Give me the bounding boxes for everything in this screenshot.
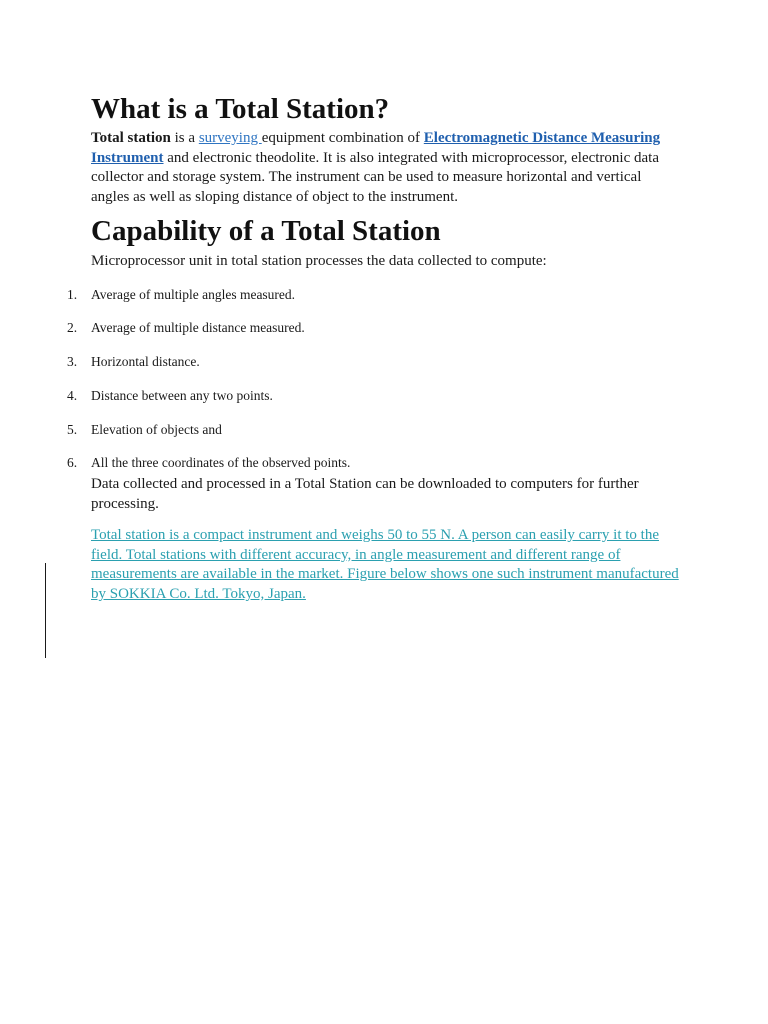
list-item-text: Average of multiple distance measured. [91, 320, 305, 336]
heading-capability: Capability of a Total Station [91, 215, 441, 247]
list-item-number: 2. [67, 320, 78, 336]
list-item-text: Average of multiple angles measured. [91, 286, 296, 302]
list-item-text: Elevation of objects and [91, 421, 222, 437]
list-item-number: 4. [67, 387, 78, 403]
list-item [67, 387, 681, 405]
list-item [67, 319, 681, 337]
highlighted-paragraph[interactable] [91, 526, 681, 604]
heading-what-is-total-station: What is a Total Station? [91, 93, 390, 125]
list-item [67, 286, 681, 304]
capability-intro: Microprocessor unit in total station processes the data collected to compute: [91, 253, 547, 269]
list-item-number: 5. [67, 421, 78, 437]
list-item-text: Horizontal distance. [91, 354, 200, 370]
highlighted-paragraph-text[interactable]: Total station is a compact instrument and weighs 50 to 55 N. A person can easily carry it to the field. Total stations with different accuracy, in angle measurement and different range of measurements are available in the market. Figure below shows one such instrument manufactured by SOKKIA Co. Ltd. Tokyo, Japan. [91, 527, 679, 602]
list-item-number: 1. [67, 286, 78, 302]
term-total-station: Total station [91, 130, 171, 146]
definition-text-1: is a [170, 130, 199, 146]
edm-link[interactable]: Electromagnetic Distance Measuring Instrument [91, 130, 661, 166]
list-item [67, 454, 681, 472]
list-item-number: 3. [67, 354, 78, 370]
surveying-link[interactable]: surveying [198, 130, 262, 146]
list-item-number: 6. [67, 455, 78, 471]
capability-list [67, 286, 681, 473]
definition-text-3: and electronic theodolite. It is also integrated with microprocessor, electronic data collector and storage system. The instrument can be used to measure horizontal and vertical angles as well as sloping distance of object to the instrument. [91, 149, 659, 205]
list-item [67, 421, 681, 439]
definition-paragraph [91, 129, 681, 207]
list-item-text: All the three coordinates of the observed points. [91, 455, 351, 471]
download-paragraph: Data collected and processed in a Total Station can be downloaded to computers for further processing. [91, 476, 639, 512]
list-item [67, 353, 681, 371]
document-body [67, 92, 681, 604]
definition-text-2: equipment combination of [261, 130, 424, 146]
revision-bar [45, 563, 46, 658]
list-item-text: Distance between any two points. [91, 387, 273, 403]
